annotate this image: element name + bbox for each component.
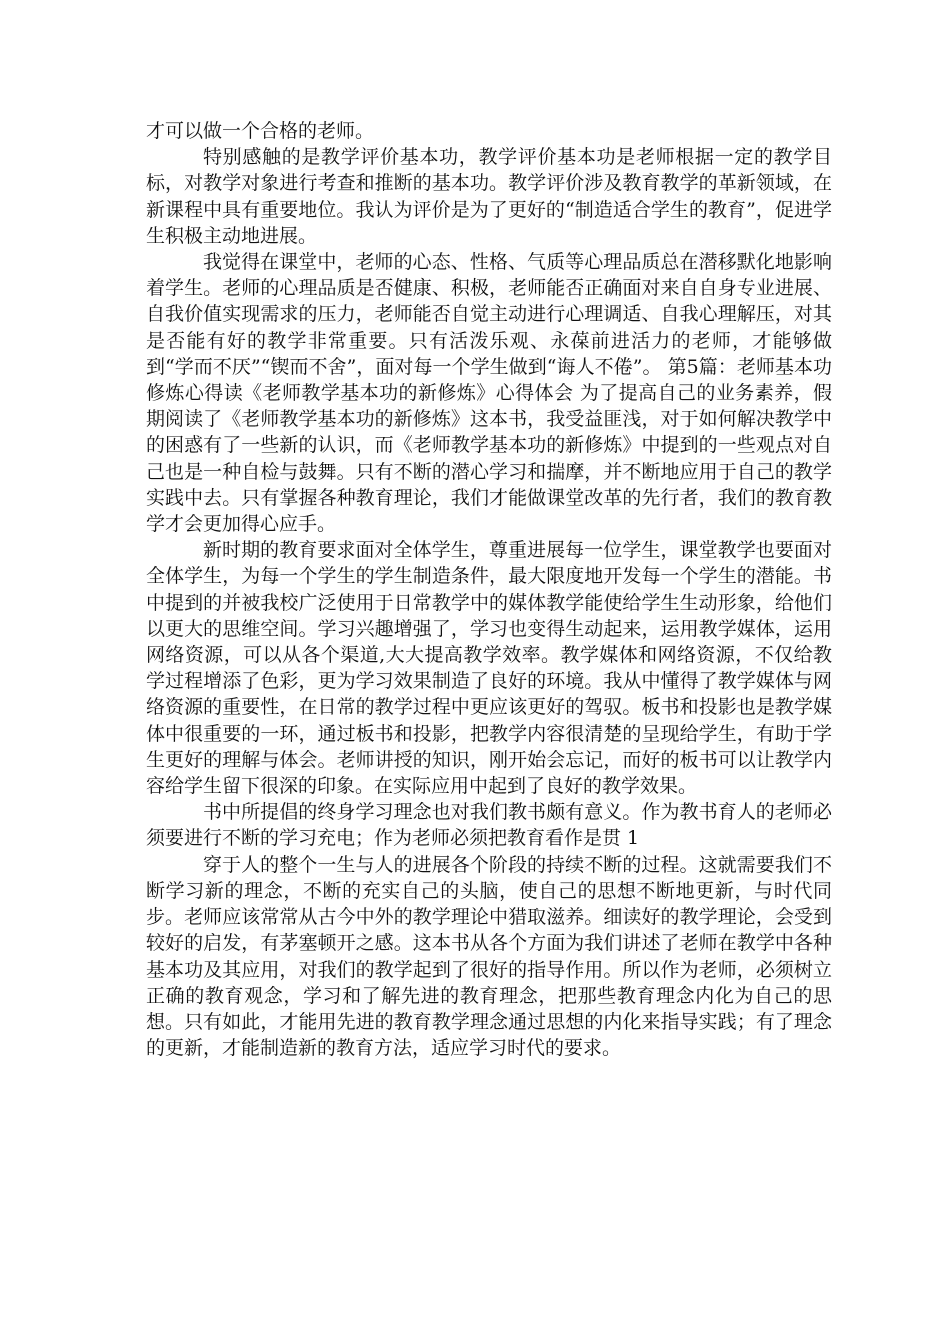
paragraph-4: 新时期的教育要求面对全体学生，尊重进展每一位学生，课堂教学也要面对全体学生，为每一个学生的学生制造条件，最大限度地开发每一个学生的潜能。书中提到的并被我校广泛使用于日常教学中的媒体教学能使给学生生动形象，给他们以更大的思维空间。学习兴趣增强了，学习也变得生动起来，运用教学媒体，运用网络资源，可以从各个渠道,大大提高教学效率。教学媒体和网络资源，不仅给教学过程增添了色彩，更为学习效果制造了良好的环境。我从中懂得了教学媒体与网络资源的重要性，在日常的教学过程中更应该更好的驾驭。板书和投影也是教学媒体中很重要的一环，通过板书和投影，把教学内容很清楚的呈现给学生，有助于学生更好的理解与体会。老师讲授的知识，刚开始会忘记，而好的板书可以让教学内容给学生留下很深的印象。在实际应用中起到了良好的教学效果。 (146, 539, 832, 798)
document-page (146, 118, 832, 1061)
paragraph-6: 穿于人的整个一生与人的进展各个阶段的持续不断的过程。这就需要我们不断学习新的理念，不断的充实自己的头脑，使自己的思想不断地更新，与时代同步。老师应该常常从古今中外的教学理论中猎取滋养。细读好的教学理论，会受到较好的启发，有茅塞顿开之感。这本书从各个方面为我们讲述了老师在教学中各种基本功及其应用，对我们的教学起到了很好的指导作用。所以作为老师，必须树立正确的教育观念，学习和了解先进的教育理念，把那些教育理念内化为自己的思想。只有如此，才能用先进的教育教学理念通过思想的内化来指导实践；有了理念的更新，才能制造新的教育方法，适应学习时代的要求。 (146, 853, 832, 1060)
paragraph-5: 书中所提倡的终身学习理念也对我们教书颇有意义。作为教书育人的老师必须要进行不断的学习充电；作为老师必须把教育看作是贯 1 (146, 801, 832, 850)
paragraph-2: 特别感触的是教学评价基本功，教学评价基本功是老师根据一定的教学目标，对教学对象进行考查和推断的基本功。教学评价涉及教育教学的革新领域，在新课程中具有重要地位。我认为评价是为了更好的“制造适合学生的教育”，促进学生积极主动地进展。 (146, 146, 832, 247)
paragraph-3: 我觉得在课堂中，老师的心态、性格、气质等心理品质总在潜移默化地影响着学生。老师的心理品质是否健康、积极，老师能否正确面对来自自身专业进展、自我价值实现需求的压力，老师能否自觉主动进行心理调适、自我心理解压，对其是否能有好的教学非常重要。只有活泼乐观、永葆前进活力的老师，才能够做到“学而不厌”“锲而不舍”，面对每一个学生做到“诲人不倦”。 第5篇：老师基本功修炼心得读《老师教学基本功的新修炼》心得体会 为了提高自己的业务素养，假期阅读了《老师教学基本功的新修炼》这本书，我受益匪浅，对于如何解决教学中的困惑有了一些新的认识，而《老师教学基本功的新修炼》中提到的一些观点对自己也是一种自检与鼓舞。只有不断的潜心学习和揣摩，并不断地应用于自己的教学实践中去。只有掌握各种教育理论，我们才能做课堂改革的先行者，我们的教育教学才会更加得心应手。 (146, 251, 832, 536)
paragraph-1: 才可以做一个合格的老师。 (146, 120, 375, 142)
